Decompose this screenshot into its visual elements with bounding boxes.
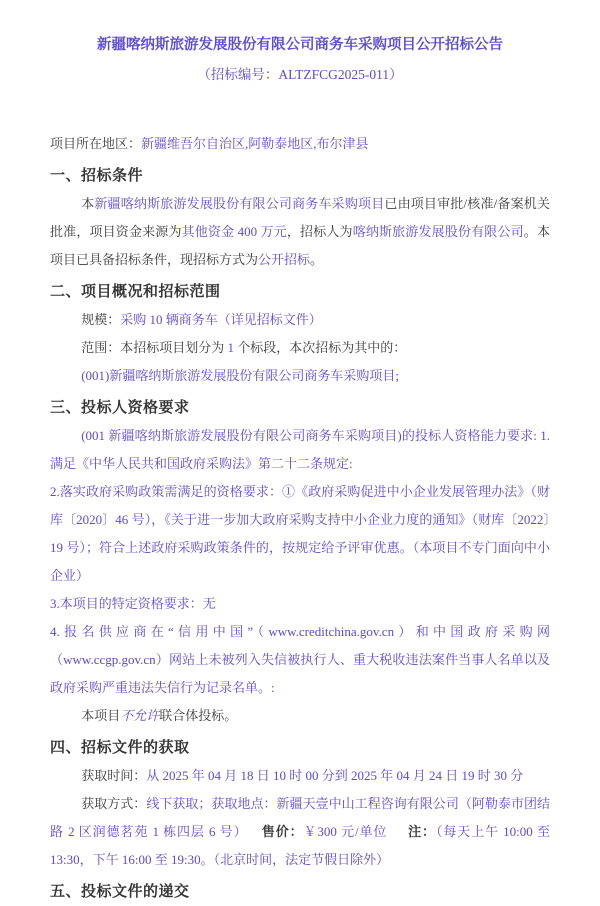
lot-line xyxy=(50,362,550,390)
run-plain: ，招标人为 xyxy=(286,224,353,239)
announcement-title: 新疆喀纳斯旅游发展股份有限公司商务车采购项目公开招标公告 xyxy=(97,37,503,53)
price-label: 售价： xyxy=(261,824,304,839)
obtain-method-label: 获取方式： xyxy=(81,796,147,811)
qualification-paragraph-1: (001 新疆喀纳斯旅游发展股份有限公司商务车采购项目)的投标人资格能力要求: 1.满足《中华人民共和国政府采购法》第二十二条规定: xyxy=(50,428,550,471)
fund-source-link: 其他资金 400 万元 xyxy=(181,224,287,239)
obtain-method-line xyxy=(50,790,550,874)
scale-value: 采购 10 辆商务车（详见招标文件） xyxy=(120,312,322,327)
obtain-time-label: 获取时间： xyxy=(81,768,147,783)
section-4-heading: 四、招标文件的获取 xyxy=(50,740,190,756)
section-bid-submission xyxy=(50,878,550,906)
scope-line xyxy=(50,334,550,362)
scale-line xyxy=(50,306,550,334)
jv-post: 联合体投标。 xyxy=(159,708,238,723)
location-value: 新疆维吾尔自治区,阿勒泰地区,布尔津县 xyxy=(141,136,369,151)
project-location-line xyxy=(50,130,550,158)
qualification-paragraph-2: 2.落实政府采购政策需满足的资格要求：①《政府采购促进中小企业发展管理办法》（财库〔2020〕46 号），《关于进一步加大政府采购支持中小企业力度的通知》（财库〔2022〕19 号）；符合上述政府采购政策条件的，按规定给予评审优惠。（本项目不专门面向中小企业） xyxy=(50,484,550,583)
note-value: （每天上午 10:00 至 13:30，下午 16:00 至 19:30。（北京时间，法定节假日除外） xyxy=(50,824,550,867)
section-1-heading: 一、招标条件 xyxy=(50,168,144,184)
jv-pre: 本项目 xyxy=(81,708,121,723)
location-label: 项目所在地区： xyxy=(50,136,142,151)
section-project-overview xyxy=(50,278,550,390)
lot-001-link: (001)新疆喀纳斯旅游发展股份有限公司商务车采购项目; xyxy=(81,368,399,383)
joint-venture-line xyxy=(50,702,550,730)
scope-post: 个标段，本次招标为其中的： xyxy=(237,340,407,355)
scope-pre: 本招标项目划分为 xyxy=(120,340,225,355)
run-plain: 已由项目审批/核准/备案机关批准，项目资金来源为 xyxy=(50,196,550,239)
section-5-heading: 五、投标文件的递交 xyxy=(50,884,190,900)
section-bidder-qualification xyxy=(50,394,550,730)
tenderee-link: 喀纳斯旅游发展股份有限公司 xyxy=(352,224,524,239)
scope-label: 范围： xyxy=(81,340,121,355)
obtain-method-value: 线下获取；获取地点：新疆天壹中山工程咨询有限公司（阿勒泰市团结路 2 区润德茗苑 1 栋四层 6 号） xyxy=(50,796,550,839)
section-1-paragraph xyxy=(50,190,550,274)
obtain-time-line xyxy=(50,762,550,790)
jv-not-allowed: 不允许 xyxy=(120,708,160,723)
section-2-heading: 二、项目概况和招标范围 xyxy=(50,284,221,300)
bid-method-link: 公开招标 xyxy=(258,252,311,267)
project-name-link: 新疆喀纳斯旅游发展股份有限公司商务车采购项目 xyxy=(94,196,385,211)
scope-lot-count: 1 xyxy=(224,340,238,355)
section-document-obtaining xyxy=(50,734,550,874)
run-plain: 本 xyxy=(81,196,95,211)
run-plain: 。本项目已具备招标条件，现招标方式为 xyxy=(50,224,550,267)
qualification-paragraph-3: 3.本项目的特定资格要求：无 xyxy=(50,596,216,611)
note-label: 注： xyxy=(408,824,436,839)
qualification-paragraph-4: 4.报名供应商在“信用中国”（www.creditchina.gov.cn）和中国政府采购网（www.ccgp.gov.cn）网站上未被列入失信被执行人、重大税收违法案件当事人名单以及政府采购严重违法失信行为记录名单。: xyxy=(50,624,550,695)
obtain-time-value: 从 2025 年 04 月 18 日 10 时 00 分到 2025 年 04 月 24 日 19 时 30 分 xyxy=(146,768,524,783)
scale-label: 规模： xyxy=(81,312,121,327)
section-bid-conditions xyxy=(50,162,550,274)
tender-number: （招标编号：ALTZFCG2025-011） xyxy=(197,67,403,82)
price-value: ￥300 元/单位 xyxy=(303,824,388,839)
run-plain: 。 xyxy=(310,252,324,267)
section-3-heading: 三、投标人资格要求 xyxy=(50,400,190,416)
